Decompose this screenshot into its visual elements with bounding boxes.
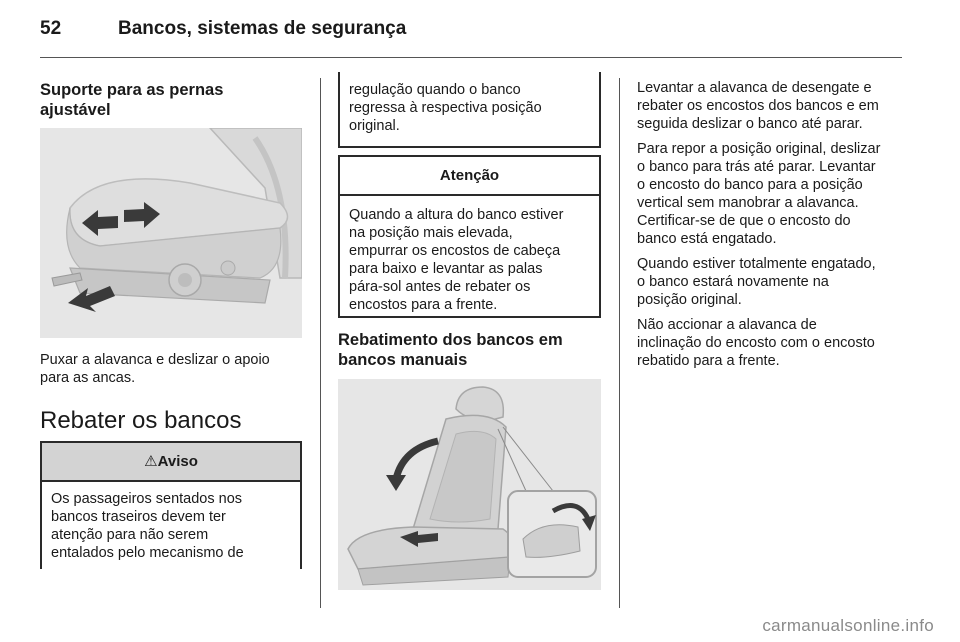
folding-seats-heading: Rebater os bancos xyxy=(40,407,242,434)
heading-line: ajustável xyxy=(40,101,111,119)
text-line: rebater os encostos dos bancos e em xyxy=(637,98,879,114)
warning-box-continued xyxy=(338,72,601,148)
text-line: Para repor a posição original, deslizar xyxy=(637,141,881,157)
text-line: atenção para não serem xyxy=(51,527,209,543)
text-line: Certificar-se de que o encosto do xyxy=(637,213,851,229)
paragraph xyxy=(637,79,905,133)
text-line: Os passageiros sentados nos xyxy=(51,491,243,507)
text-line: Não accionar a alavanca de xyxy=(637,317,817,333)
caution-box-header: Atenção xyxy=(340,157,599,196)
heading-line: Rebatimento dos bancos em xyxy=(338,331,563,349)
header-rule xyxy=(40,57,902,58)
text-line: na posição mais elevada, xyxy=(349,225,513,241)
text-line: pára-sol antes de rebater os xyxy=(349,279,531,295)
text-line: empurrar os encostos de cabeça xyxy=(349,243,561,259)
leg-support-heading xyxy=(40,80,310,120)
heading-line: bancos manuais xyxy=(338,351,468,369)
column-3-text xyxy=(637,79,905,370)
text-line: Quando a altura do banco estiver xyxy=(349,207,564,223)
text-line: inclinação do encosto com o encosto xyxy=(637,335,875,351)
page-section-title: Bancos, sistemas de segurança xyxy=(118,18,407,39)
text-line: regulação quando o banco xyxy=(349,82,521,98)
seat-cushion-image xyxy=(40,128,302,338)
manual-seats-heading xyxy=(338,330,608,370)
page-number: 52 xyxy=(40,18,62,39)
warning-box-body xyxy=(42,482,300,568)
text-line: seguida deslizar o banco até parar. xyxy=(637,116,863,132)
text-line: para as ancas. xyxy=(40,370,136,386)
text-line: banco está engatado. xyxy=(637,231,777,247)
text-line: para baixo e levantar as palas xyxy=(349,261,543,277)
warning-box-continued-body xyxy=(340,72,599,141)
text-line: posição original. xyxy=(637,292,742,308)
text-line: o banco estará novamente na xyxy=(637,274,829,290)
caution-box xyxy=(338,155,601,318)
seat-folding-illustration xyxy=(338,379,601,590)
column-divider-1 xyxy=(320,78,321,608)
leg-support-caption xyxy=(40,351,310,387)
text-line: bancos traseiros devem ter xyxy=(51,509,226,525)
column-divider-2 xyxy=(619,78,620,608)
paragraph xyxy=(637,255,905,309)
text-line: rebatido para a frente. xyxy=(637,353,780,369)
text-line: Levantar a alavanca de desengate e xyxy=(637,80,872,96)
text-line: encostos para a frente. xyxy=(349,297,498,313)
warning-box-header xyxy=(42,443,300,482)
watermark: carmanualsonline.info xyxy=(762,616,934,635)
warning-icon: ⚠ xyxy=(144,452,158,470)
leg-support-illustration xyxy=(40,128,302,338)
paragraph xyxy=(637,316,905,370)
caution-box-body xyxy=(340,196,599,320)
seat-folding-image xyxy=(338,379,601,590)
warning-box-title: Aviso xyxy=(157,453,198,470)
text-line: Puxar a alavanca e deslizar o apoio xyxy=(40,352,270,368)
text-line: regressa à respectiva posição xyxy=(349,100,542,116)
text-line: entalados pelo mecanismo de xyxy=(51,545,244,561)
text-line: original. xyxy=(349,118,400,134)
text-line: o encosto do banco para a posição xyxy=(637,177,863,193)
text-line: o banco para trás até parar. Levantar xyxy=(637,159,876,175)
warning-box xyxy=(40,441,302,569)
heading-line: Suporte para as pernas xyxy=(40,81,224,99)
text-line: Quando estiver totalmente engatado, xyxy=(637,256,876,272)
paragraph xyxy=(637,140,905,248)
text-line: vertical sem manobrar a alavanca. xyxy=(637,195,859,211)
